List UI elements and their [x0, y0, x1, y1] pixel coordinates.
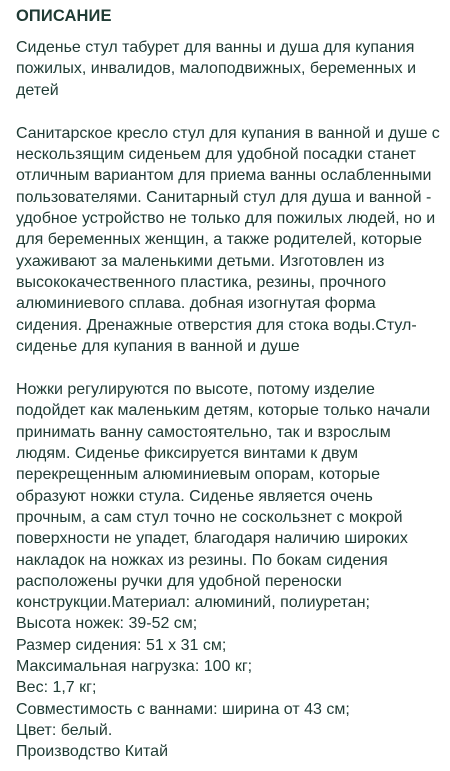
- spec-list: [16, 613, 440, 762]
- paragraph-gap: [16, 357, 440, 379]
- spec-item-compatibility: Совместимость с ваннами: ширина от 43 см;: [16, 700, 350, 718]
- section-heading: ОПИСАНИЕ: [16, 7, 112, 25]
- spec-item-max-load: Максимальная нагрузка: 100 кг;: [16, 658, 253, 676]
- details-paragraph: Санитарское кресло стул для купания в ванной и душе с нескользящим сиденьем для удобной посадки станет отличным вариантом для приема ванны ослабленными пользователями. Санитарный стул для душа и ванной - удобное устройство не только для пожилых людей, но и для беременных женщин, а также родителей, которые ухаживают за маленькими детьми. Изготовлен из высококачественного пластика, резины, прочного алюминиевого сплава. добная изогнутая форма сидения. Дренажные отверстия для стока воды.Стул-сиденье для купания в ванной и душе: [16, 124, 440, 355]
- spec-item-color: Цвет: белый.: [16, 721, 113, 739]
- paragraph-gap: [16, 101, 440, 123]
- features-paragraph: Ножки регулируются по высоте, потому изделие подойдет как маленьким детям, которые только начали принимать ванну самостоятельно, так и взрослым людям. Сиденье фиксируется винтами к двум перекрещенным алюминиевым опорам, которые образуют ножки стула. Сиденье является очень прочным, а сам стул точно не соскользнет с мокрой поверхности не упадет, благодаря наличию широких накладок на ножках из резины. По бокам сидения расположены ручки для удобной переноски конструкции.Материал: алюминий, полиуретан;: [16, 381, 431, 612]
- spec-item-leg-height: Высота ножек: 39-52 см;: [16, 615, 198, 633]
- description-section: [16, 6, 440, 763]
- spec-item-seat-size: Размер сидения: 51 х 31 см;: [16, 636, 227, 654]
- spec-item-origin: Производство Китай: [16, 743, 169, 761]
- spec-item-weight: Вес: 1,7 кг;: [16, 679, 97, 697]
- intro-paragraph: Сиденье стул табурет для ванны и душа для купания пожилых, инвалидов, малоподвижных, беременных и детей: [16, 39, 416, 99]
